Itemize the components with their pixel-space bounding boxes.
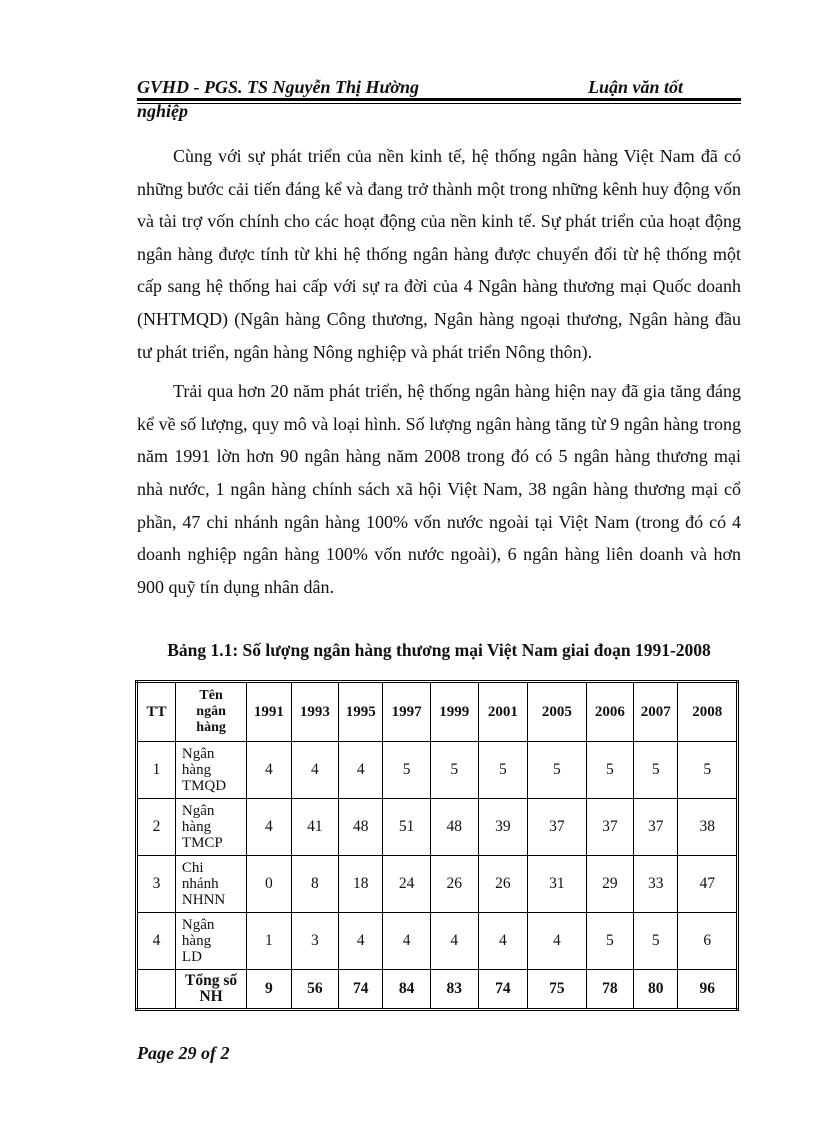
row-name-line: NHNN [181,892,226,908]
cell-value: 4 [247,742,291,799]
row-name-line: Ngân [181,746,215,762]
body-text [137,140,741,610]
row-number: 1 [137,742,176,799]
cell-value: 4 [430,913,478,970]
cell-value: 1 [247,913,291,970]
cell-value: 56 [291,970,339,1010]
table-row [137,913,738,970]
row-name [175,913,246,970]
header-year: 1993 [291,682,339,742]
row-name-line: Chi [181,860,204,876]
cell-value: 5 [586,913,634,970]
header-title-wrap: nghiệp [137,101,189,121]
table-header-row [137,682,738,742]
header-year: 2006 [586,682,634,742]
cell-value: 4 [247,799,291,856]
cell-value: 31 [528,856,586,913]
header-year: 1999 [430,682,478,742]
cell-value: 74 [339,970,383,1010]
header-year: 1997 [383,682,431,742]
cell-value: 5 [678,742,738,799]
cell-value: 39 [478,799,528,856]
row-name-line: hàng [181,819,212,835]
cell-value: 29 [586,856,634,913]
header-year: 2007 [634,682,678,742]
row-name-line: LD [181,949,202,965]
header-year: 1995 [339,682,383,742]
cell-value: 5 [528,742,586,799]
header-year: 2005 [528,682,586,742]
row-number [137,970,176,1010]
cell-value: 5 [478,742,528,799]
cell-value: 78 [586,970,634,1010]
row-name [175,970,246,1010]
page-footer: Page 29 of 2 [137,1043,230,1063]
cell-value: 0 [247,856,291,913]
row-name-line: nhánh [181,876,219,892]
cell-value: 18 [339,856,383,913]
cell-value: 4 [339,742,383,799]
cell-value: 5 [383,742,431,799]
cell-value: 33 [634,856,678,913]
cell-value: 96 [678,970,738,1010]
cell-value: 4 [528,913,586,970]
cell-value: 74 [478,970,528,1010]
header-year: 1991 [247,682,291,742]
row-number: 2 [137,799,176,856]
header-name-line: Tên [199,688,223,703]
table-row [137,799,738,856]
cell-value: 38 [678,799,738,856]
header-rule [137,98,741,104]
cell-value: 5 [634,913,678,970]
row-name-line: hàng [181,762,212,778]
header-name-line: hàng [196,720,226,735]
header-name [175,682,246,742]
cell-value: 24 [383,856,431,913]
cell-value: 37 [528,799,586,856]
paragraph-1: Cùng với sự phát triển của nền kinh tế, hệ thống ngân hàng Việt Nam đã có những bước cải tiến đáng kể và đang trở thành một trong những kênh huy động vốn và tài trợ vốn chính cho các hoạt động của nền kinh tế. Sự phát triển của hoạt động ngân hàng được tính từ khi hệ thống ngân hàng được chuyển đổi từ hệ thống một cấp sang hệ thống hai cấp với sự ra đời của 4 Ngân hàng thương mại Quốc doanh (NHTMQD) (Ngân hàng Công thương, Ngân hàng ngoại thương, Ngân hàng đầu tư phát triển, ngân hàng Nông nghiệp và phát triển Nông thôn). [137,146,741,362]
cell-value: 48 [430,799,478,856]
cell-value: 3 [291,913,339,970]
row-name-line: Ngân [181,803,215,819]
table-caption: Bảng 1.1: Số lượng ngân hàng thương mại Việt Nam giai đoạn 1991-2008 [167,640,711,660]
cell-value: 48 [339,799,383,856]
paragraph-2: Trải qua hơn 20 năm phát triển, hệ thống ngân hàng hiện nay đã gia tăng đáng kể về số lượng, quy mô và loại hình. Số lượng ngân hàng tăng từ 9 ngân hàng trong năm 1991 lờn hơn 90 ngân hàng năm 2008 trong đó có 5 ngân hàng thương mại nhà nước, 1 ngân hàng chính sách xã hội Việt Nam, 38 ngân hàng thương mại cổ phần, 47 chi nhánh ngân hàng 100% vốn nước ngoài tại Việt Nam (trong đó có 4 doanh nghiệp ngân hàng 100% vốn nước ngoài), 6 ngân hàng liên doanh và hơn 900 quỹ tín dụng nhân dân. [137,381,741,597]
page-header [137,76,741,121]
header-year: 2001 [478,682,528,742]
header-year: 2008 [678,682,738,742]
cell-value: 37 [634,799,678,856]
cell-value: 75 [528,970,586,1010]
cell-value: 80 [634,970,678,1010]
header-author: GVHD - PGS. TS Nguyễn Thị Hường [137,77,419,97]
row-name-line: Ngân [181,917,215,933]
cell-value: 47 [678,856,738,913]
table-total-row [137,970,738,1010]
cell-value: 4 [478,913,528,970]
bank-count-table [135,680,739,1011]
cell-value: 84 [383,970,431,1010]
cell-value: 5 [586,742,634,799]
cell-value: 8 [291,856,339,913]
row-name-line: TMQD [181,778,227,794]
cell-value: 51 [383,799,431,856]
table-row [137,742,738,799]
row-name [175,799,246,856]
row-name [175,742,246,799]
cell-value: 4 [383,913,431,970]
table-row [137,856,738,913]
cell-value: 4 [339,913,383,970]
cell-value: 41 [291,799,339,856]
row-name-line: TMCP [181,835,223,851]
header-title: Luận văn tốt [587,77,683,97]
cell-value: 5 [430,742,478,799]
row-number: 3 [137,856,176,913]
cell-value: 37 [586,799,634,856]
row-name-line: NH [199,988,223,1005]
cell-value: 6 [678,913,738,970]
row-name-line: hàng [181,933,212,949]
row-number: 4 [137,913,176,970]
cell-value: 5 [634,742,678,799]
cell-value: 4 [291,742,339,799]
cell-value: 83 [430,970,478,1010]
cell-value: 9 [247,970,291,1010]
header-name-line: ngân [196,704,226,719]
cell-value: 26 [430,856,478,913]
row-name [175,856,246,913]
header-tt: TT [137,682,176,742]
cell-value: 26 [478,856,528,913]
row-name-line: Tổng số [185,972,238,989]
